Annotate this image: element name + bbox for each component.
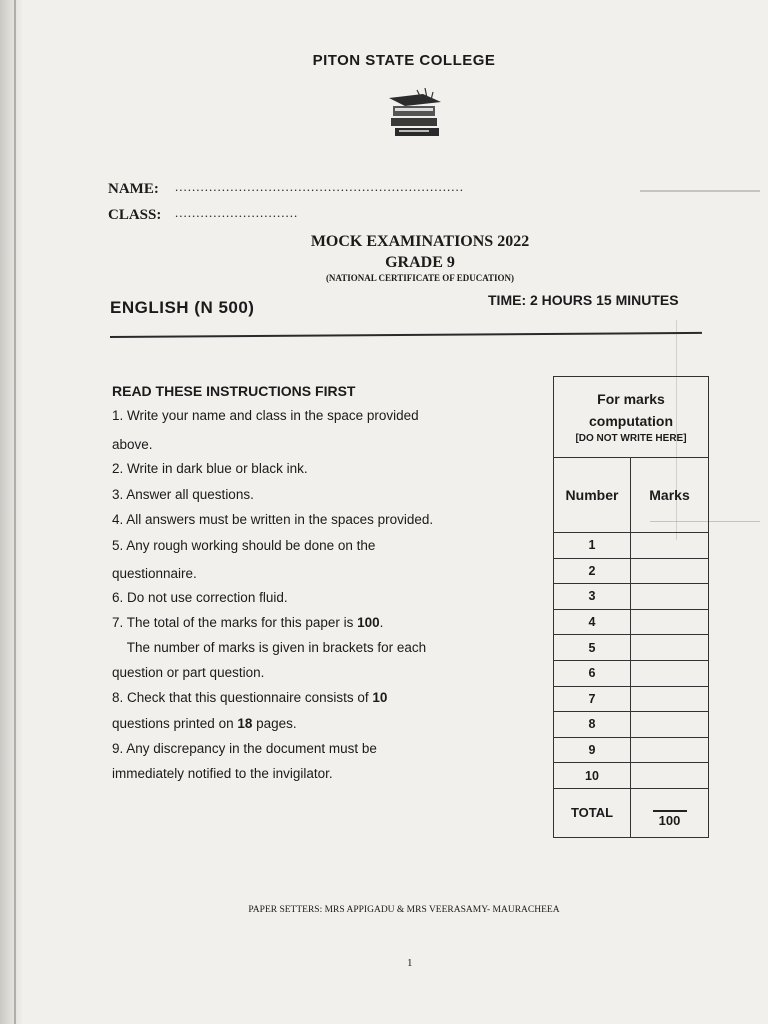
exam-title: MOCK EXAMINATIONS 2022 xyxy=(310,233,530,250)
instruction-text: immediately notified to the invigilator. xyxy=(112,766,333,781)
marks-title-line1: For marks xyxy=(597,391,665,407)
instruction-text: 4. All answers must be written in the spaces provided. xyxy=(112,512,434,527)
class-label: CLASS: xyxy=(108,207,162,223)
instruction-line xyxy=(112,566,197,581)
instruction-line xyxy=(112,461,308,476)
table-row xyxy=(554,558,709,584)
scan-edge-line xyxy=(14,0,16,1024)
marks-table xyxy=(553,376,709,838)
instruction-line xyxy=(112,590,288,605)
instructions-title: READ THESE INSTRUCTIONS FIRST xyxy=(112,383,356,399)
table-row xyxy=(554,533,709,559)
header-divider xyxy=(110,332,702,338)
scan-artifact xyxy=(640,190,760,192)
scan-shadow-edge xyxy=(0,0,22,1024)
grade-label: GRADE 9 xyxy=(385,254,455,271)
instruction-text: 6. Do not use correction fluid. xyxy=(112,590,288,605)
instruction-line xyxy=(112,716,297,731)
instruction-line xyxy=(112,538,375,553)
class-input-line[interactable]: ............................. xyxy=(175,205,299,220)
instruction-text: 8. Check that this questionnaire consists of xyxy=(112,690,373,705)
college-crest-icon xyxy=(383,88,447,149)
question-number: 9 xyxy=(554,737,631,763)
column-header-number: Number xyxy=(554,458,631,533)
marks-cell[interactable] xyxy=(631,558,709,584)
question-number: 8 xyxy=(554,712,631,738)
question-number: 7 xyxy=(554,686,631,712)
question-number: 5 xyxy=(554,635,631,661)
question-number: 2 xyxy=(554,558,631,584)
name-label: NAME: xyxy=(108,181,159,197)
instruction-line xyxy=(112,512,433,527)
marks-cell[interactable] xyxy=(631,686,709,712)
total-label: TOTAL xyxy=(554,788,631,837)
exam-duration: TIME: 2 HOURS 15 MINUTES xyxy=(488,292,679,308)
instruction-text: above. xyxy=(112,437,153,452)
marks-cell[interactable] xyxy=(631,763,709,789)
table-row xyxy=(554,635,709,661)
instruction-text: question or part question. xyxy=(112,665,265,680)
question-number: 6 xyxy=(554,660,631,686)
page-number: 1 xyxy=(407,957,413,969)
paper-setters: PAPER SETTERS: MRS APPIGADU & MRS VEERASAMY- MAURACHEEA xyxy=(248,905,560,915)
name-input-line[interactable]: .................................................................... xyxy=(175,179,464,194)
total-cell xyxy=(631,788,709,837)
instruction-text: questions printed on xyxy=(112,716,238,731)
total-value: 100 xyxy=(653,810,687,828)
instruction-text: 5. Any rough working should be done on the xyxy=(112,538,376,553)
marks-note: [DO NOT WRITE HERE] xyxy=(575,433,687,444)
table-row xyxy=(554,686,709,712)
table-row xyxy=(554,763,709,789)
certificate-label: (NATIONAL CERTIFICATE OF EDUCATION) xyxy=(325,273,515,283)
instruction-text: The number of marks is given in brackets for each xyxy=(112,640,427,655)
question-number: 1 xyxy=(554,533,631,559)
instruction-emphasis: 10 xyxy=(372,690,388,705)
college-name: PITON STATE COLLEGE xyxy=(312,52,496,69)
instruction-line xyxy=(112,615,383,630)
instruction-line xyxy=(112,640,426,655)
table-row xyxy=(554,584,709,610)
instruction-line xyxy=(112,408,419,423)
marks-cell[interactable] xyxy=(631,635,709,661)
marks-cell[interactable] xyxy=(631,584,709,610)
question-number: 10 xyxy=(554,763,631,789)
instruction-line xyxy=(112,766,333,781)
table-row xyxy=(554,660,709,686)
column-header-marks: Marks xyxy=(631,458,709,533)
instruction-emphasis: 100 xyxy=(357,615,380,630)
marks-cell[interactable] xyxy=(631,712,709,738)
table-row xyxy=(554,712,709,738)
instruction-line xyxy=(112,741,377,756)
marks-cell[interactable] xyxy=(631,737,709,763)
marks-cell[interactable] xyxy=(631,660,709,686)
marks-cell[interactable] xyxy=(631,609,709,635)
marks-rows xyxy=(554,533,709,789)
question-number: 3 xyxy=(554,584,631,610)
instruction-line xyxy=(112,665,264,680)
instruction-text: questionnaire. xyxy=(112,566,197,581)
marks-title-line2: computation xyxy=(589,413,673,429)
instruction-line xyxy=(112,437,153,452)
instruction-line xyxy=(112,487,254,502)
instruction-text-end: pages. xyxy=(252,716,297,731)
subject-title: ENGLISH (N 500) xyxy=(110,298,255,317)
instruction-text: 2. Write in dark blue or black ink. xyxy=(112,461,308,476)
table-row xyxy=(554,609,709,635)
instruction-emphasis: 18 xyxy=(237,716,253,731)
instruction-text: 3. Answer all questions. xyxy=(112,487,254,502)
instruction-text-end: . xyxy=(379,615,384,630)
instruction-text: 7. The total of the marks for this paper is xyxy=(112,615,358,630)
instruction-text: 1. Write your name and class in the space provided xyxy=(112,408,419,423)
marks-cell[interactable] xyxy=(631,533,709,559)
instruction-line xyxy=(112,690,387,705)
instruction-text: 9. Any discrepancy in the document must be xyxy=(112,741,377,756)
table-row xyxy=(554,737,709,763)
marks-table-header xyxy=(554,377,709,458)
question-number: 4 xyxy=(554,609,631,635)
